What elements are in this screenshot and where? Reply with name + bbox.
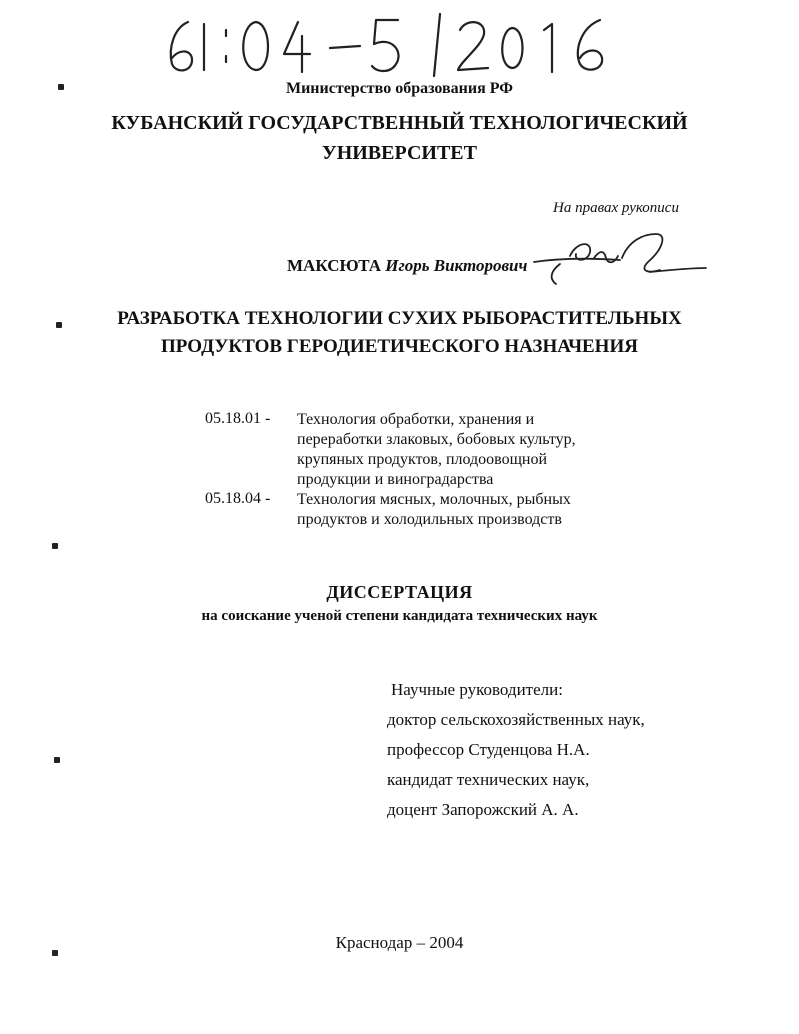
specialty-line: Технология обработки, хранения и xyxy=(297,411,535,428)
specialty-line: крупяных продуктов, плодоовощной xyxy=(297,451,548,468)
dissertation-title xyxy=(0,305,799,361)
city-year: Краснодар – 2004 xyxy=(335,933,464,952)
dissertation-subheading: на соискание ученой степени кандидата технических наук xyxy=(201,608,598,624)
scan-mark xyxy=(54,757,60,763)
supervisors-heading: Научные руководители: xyxy=(391,680,563,699)
supervisors-block xyxy=(387,677,645,827)
author-name xyxy=(287,256,527,276)
author-surname: МАКСЮТА xyxy=(287,256,381,275)
ministry-name: Министерство образования РФ xyxy=(285,80,514,97)
title-line2: ПРОДУКТОВ ГЕРОДИЕТИЧЕСКОГО НАЗНАЧЕНИЯ xyxy=(161,336,638,357)
university-name xyxy=(0,108,799,168)
handwritten-catalog-number xyxy=(160,8,630,78)
specialty-line: продуктов и холодильных производств xyxy=(297,511,562,528)
specialty-description xyxy=(297,490,657,530)
specialty-code: 05.18.04 - xyxy=(205,490,271,507)
specialty-line: Технология мясных, молочных, рыбных xyxy=(297,491,571,508)
specialty-line: продукции и виноградарства xyxy=(297,471,494,488)
university-name-line1: КУБАНСКИЙ ГОСУДАРСТВЕННЫЙ ТЕХНОЛОГИЧЕСКИЙ xyxy=(111,112,688,134)
university-name-line2: УНИВЕРСИТЕТ xyxy=(322,142,477,164)
title-line1: РАЗРАБОТКА ТЕХНОЛОГИИ СУХИХ РЫБОРАСТИТЕЛЬНЫХ xyxy=(117,308,682,329)
specialty-description xyxy=(297,410,657,490)
supervisor-line: доктор сельскохозяйственных наук, xyxy=(387,710,645,729)
scan-mark xyxy=(52,543,58,549)
specialty-code: 05.18.01 - xyxy=(205,410,271,427)
author-signature xyxy=(530,228,710,288)
manuscript-note: На правах рукописи xyxy=(553,200,679,216)
dissertation-heading: ДИССЕРТАЦИЯ xyxy=(326,582,473,602)
supervisor-line: доцент Запорожский А. А. xyxy=(387,800,579,819)
supervisor-line: профессор Студенцова Н.А. xyxy=(387,740,590,759)
supervisor-line: кандидат технических наук, xyxy=(387,770,590,789)
specialty-line: переработки злаковых, бобовых культур, xyxy=(297,431,576,448)
author-given-names: Игорь Викторович xyxy=(385,256,528,275)
